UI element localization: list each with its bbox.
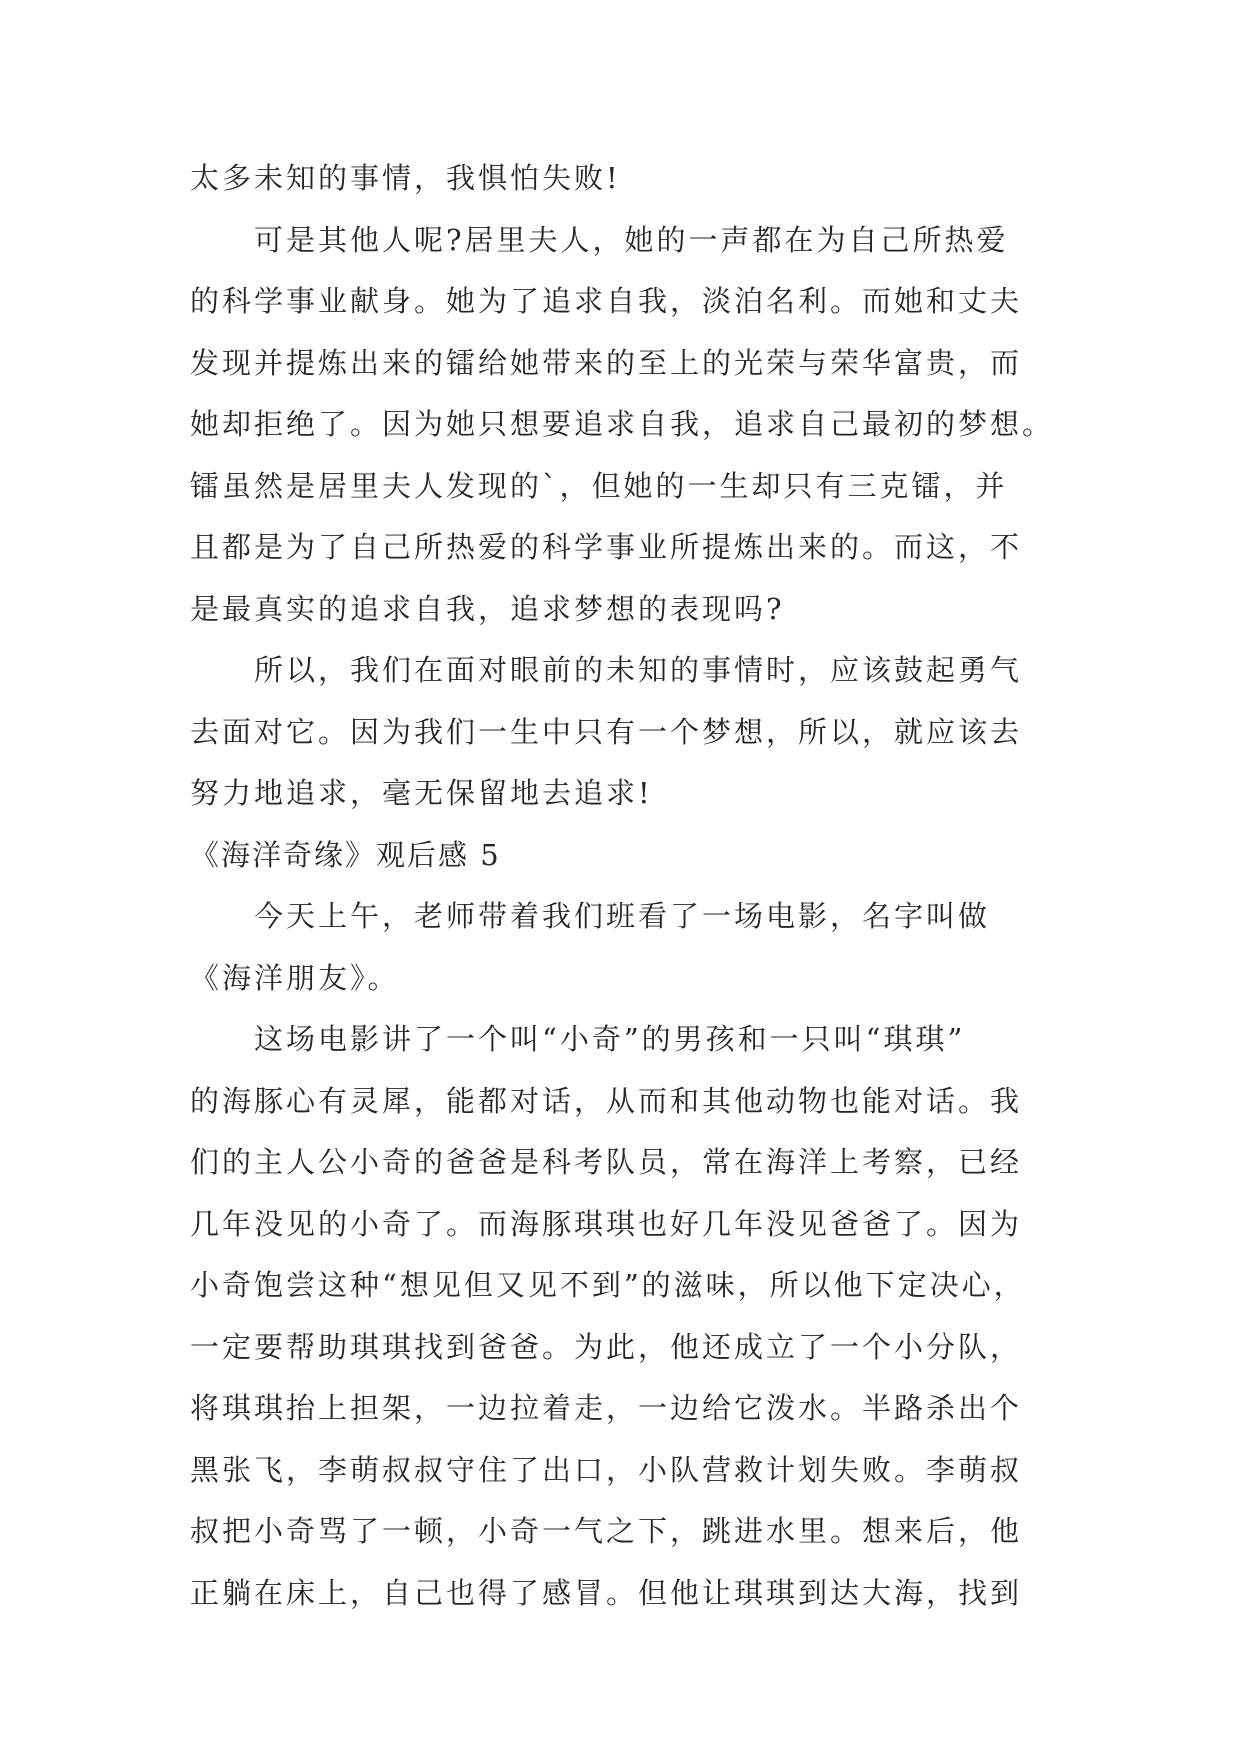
document-page bbox=[190, 148, 1055, 1624]
text-line: 太多未知的事情，我惧怕失败! bbox=[190, 161, 621, 195]
text-line: 的科学事业献身。她为了追求自我，淡泊名利。而她和丈夫 bbox=[190, 284, 1023, 318]
text-line: 将琪琪抬上担架，一边拉着走，一边给它泼水。半路杀出个 bbox=[190, 1391, 1023, 1425]
text-line: 镭虽然是居里夫人发现的`，但她的一生却只有三克镭，并 bbox=[190, 468, 1008, 503]
text-line: 发现并提炼出来的镭给她带来的至上的光荣与荣华富贵，而 bbox=[190, 345, 1023, 380]
paragraph-first-line: 这场电影讲了一个叫“小奇”的男孩和一只叫“琪琪” bbox=[254, 1022, 966, 1056]
text-line: 的海豚心有灵犀，能都对话，从而和其他动物也能对话。我 bbox=[190, 1083, 1023, 1118]
paragraph-first-line: 今天上午，老师带着我们班看了一场电影，名字叫做 bbox=[254, 899, 991, 933]
section-heading: 《海洋奇缘》观后感 5 bbox=[190, 837, 501, 872]
text-line: 几年没见的小奇了。而海豚琪琪也好几年没见爸爸了。因为 bbox=[190, 1206, 1023, 1241]
text-line: 她却拒绝了。因为她只想要追求自我，追求自己最初的梦想。 bbox=[190, 407, 1055, 441]
text-line: 是最真实的追求自我，追求梦想的表现吗? bbox=[190, 591, 785, 626]
paragraph-first-line: 所以，我们在面对眼前的未知的事情时，应该鼓起勇气 bbox=[254, 653, 1023, 687]
text-line: 黑张飞，李萌叔叔守住了出口，小队营救计划失败。李萌叔 bbox=[190, 1452, 1023, 1487]
paragraph-first-line: 可是其他人呢?居里夫人，她的一声都在为自己所热爱 bbox=[254, 222, 1009, 257]
text-line: 叔把小奇骂了一顿，小奇一气之下，跳进水里。想来后，他 bbox=[190, 1514, 1023, 1548]
text-line: 一定要帮助琪琪找到爸爸。为此，他还成立了一个小分队， bbox=[190, 1329, 1023, 1364]
text-line: 去面对它。因为我们一生中只有一个梦想，所以，就应该去 bbox=[190, 714, 1023, 749]
text-line: 正躺在床上，自己也得了感冒。但他让琪琪到达大海，找到 bbox=[190, 1575, 1023, 1610]
text-line: 们的主人公小奇的爸爸是科考队员，常在海洋上考察，已经 bbox=[190, 1145, 1023, 1179]
text-line: 努力地追求，毫无保留地去追求! bbox=[190, 776, 653, 810]
text-line: 小奇饱尝这种“想见但又见不到”的滋味，所以他下定决心， bbox=[190, 1268, 1026, 1302]
text-line: 《海洋朋友》。 bbox=[190, 960, 400, 995]
text-line: 且都是为了自己所热爱的科学事业所提炼出来的。而这，不 bbox=[190, 530, 1023, 564]
